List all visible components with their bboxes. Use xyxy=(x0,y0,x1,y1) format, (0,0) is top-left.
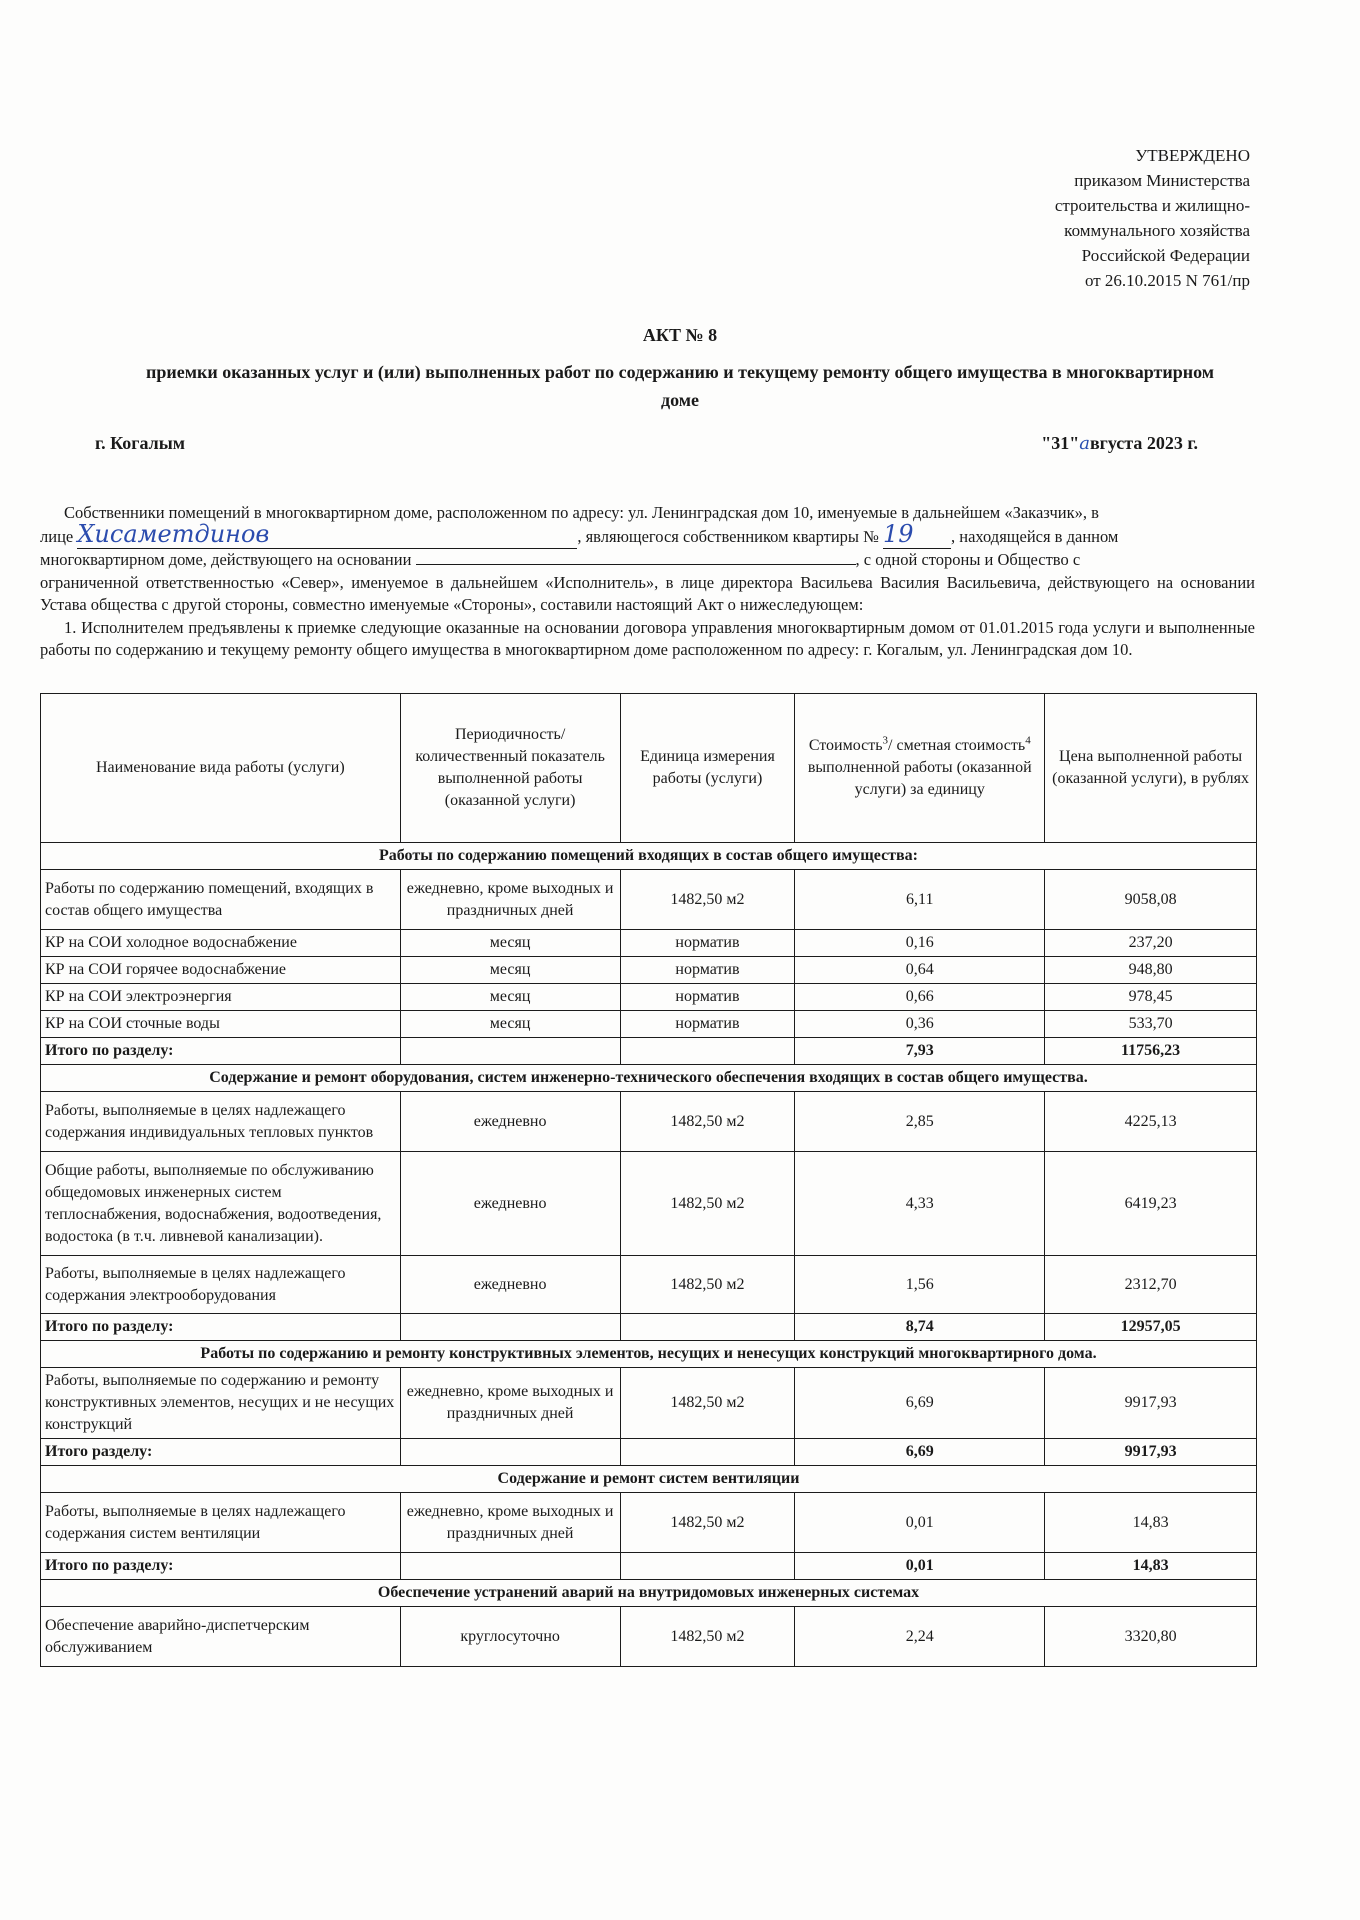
unit-cost-cell: 0,36 xyxy=(795,1011,1045,1038)
section-total-row xyxy=(41,1314,1257,1341)
unit-cell: 1482,50 м2 xyxy=(620,1493,795,1553)
cost-header-part: выполненной работы (оказанной услуги) за единицу xyxy=(807,759,1032,798)
table-header-row xyxy=(41,694,1257,843)
unit-cost-cell: 0,16 xyxy=(795,930,1045,957)
section-header-row xyxy=(41,1341,1257,1368)
table-row xyxy=(41,1092,1257,1152)
approval-stamp xyxy=(1055,143,1250,293)
works-table xyxy=(40,693,1257,1667)
column-header-price: Цена выполненной работы (оказанной услуги), в рублях xyxy=(1045,694,1257,843)
work-name-cell: Работы по содержанию помещений, входящих в состав общего имущества xyxy=(41,870,401,930)
total-empty-cell xyxy=(400,1553,620,1580)
owner-name-field[interactable] xyxy=(77,519,577,550)
document-date xyxy=(1041,433,1198,454)
total-price: 9917,93 xyxy=(1045,1439,1257,1466)
approval-line: Российской Федерации xyxy=(1081,246,1250,265)
basis-line xyxy=(40,549,1255,572)
periodicity-cell: месяц xyxy=(400,930,620,957)
work-name-cell: Обеспечение аварийно-диспетчерским обслуживанием xyxy=(41,1607,401,1667)
section-header-row xyxy=(41,1580,1257,1607)
column-header-periodicity: Периодичность/ количественный показатель выполненной работы (оказанной услуги) xyxy=(400,694,620,843)
work-name-cell: КР на СОИ электроэнергия xyxy=(41,984,401,1011)
section-total-row xyxy=(41,1038,1257,1065)
work-name-cell: Общие работы, выполняемые по обслуживанию общедомовых инженерных систем теплоснабжения, водоснабжения, водоотведения, водостока (в т.ч. ливневой канализации). xyxy=(41,1152,401,1256)
unit-cost-cell: 6,11 xyxy=(795,870,1045,930)
periodicity-cell: ежедневно xyxy=(400,1092,620,1152)
total-unit-cost: 0,01 xyxy=(795,1553,1045,1580)
total-empty-cell xyxy=(400,1439,620,1466)
unit-cell: 1482,50 м2 xyxy=(620,1368,795,1439)
unit-cost-cell: 4,33 xyxy=(795,1152,1045,1256)
total-label: Итого по разделу: xyxy=(41,1314,401,1341)
section-total-row xyxy=(41,1439,1257,1466)
date-day: "31" xyxy=(1041,433,1080,453)
total-empty-cell xyxy=(620,1553,795,1580)
price-cell: 14,83 xyxy=(1045,1493,1257,1553)
unit-cost-cell: 0,66 xyxy=(795,984,1045,1011)
basis-field[interactable] xyxy=(416,564,856,565)
section-title: Обеспечение устранений аварий на внутридомовых инженерных системах xyxy=(41,1580,1257,1607)
intro-text-part: многоквартирном доме, действующего на основании xyxy=(40,550,412,569)
table-row xyxy=(41,984,1257,1011)
section-header-row xyxy=(41,843,1257,870)
intro-paragraph-2: 1. Исполнителем предъявлены к приемке следующие оказанные на основании договора управления многоквартирным домом от 01.01.2015 года услуги и выполненные работы по содержанию и текущему ремонту общего имущества в многоквартирном доме расположенном по адресу: г. Когалым, ул. Ленинградская дом 10. xyxy=(40,617,1255,659)
table-row xyxy=(41,1607,1257,1667)
document-title: АКТ № 8 xyxy=(642,325,718,345)
unit-cost-cell: 6,69 xyxy=(795,1368,1045,1439)
section-title: Работы по содержанию помещений входящих в состав общего имущества: xyxy=(41,843,1257,870)
unit-cell: норматив xyxy=(620,930,795,957)
price-cell: 2312,70 xyxy=(1045,1256,1257,1314)
total-unit-cost: 7,93 xyxy=(795,1038,1045,1065)
apartment-number-handwritten: 19 xyxy=(883,519,914,548)
approval-line: от 26.10.2015 N 761/пр xyxy=(1084,271,1250,290)
total-label: Итого по разделу: xyxy=(41,1553,401,1580)
cost-header-part: / сметная стоимость xyxy=(888,737,1026,754)
total-empty-cell xyxy=(400,1038,620,1065)
intro-text xyxy=(40,502,1255,662)
date-handwritten: а xyxy=(1079,433,1090,454)
unit-cost-cell: 2,85 xyxy=(795,1092,1045,1152)
approval-line: строительства и жилищно- xyxy=(1054,196,1250,215)
section-header-row xyxy=(41,1065,1257,1092)
column-header-cost xyxy=(795,694,1045,843)
owner-line xyxy=(40,519,1255,550)
price-cell: 3320,80 xyxy=(1045,1607,1257,1667)
periodicity-cell: ежедневно xyxy=(400,1152,620,1256)
periodicity-cell: ежедневно, кроме выходных и праздничных дней xyxy=(400,1493,620,1553)
table-row xyxy=(41,870,1257,930)
work-name-cell: КР на СОИ сточные воды xyxy=(41,1011,401,1038)
periodicity-cell: ежедневно, кроме выходных и праздничных дней xyxy=(400,1368,620,1439)
table-row xyxy=(41,1152,1257,1256)
table-row xyxy=(41,930,1257,957)
footnote-ref: 3 xyxy=(882,734,889,747)
total-label: Итого по разделу: xyxy=(41,1038,401,1065)
unit-cell: норматив xyxy=(620,1011,795,1038)
unit-cell: 1482,50 м2 xyxy=(620,870,795,930)
periodicity-cell: круглосуточно xyxy=(400,1607,620,1667)
price-cell: 9058,08 xyxy=(1045,870,1257,930)
total-label: Итого разделу: xyxy=(41,1439,401,1466)
total-empty-cell xyxy=(620,1314,795,1341)
total-unit-cost: 8,74 xyxy=(795,1314,1045,1341)
unit-cell: 1482,50 м2 xyxy=(620,1092,795,1152)
table-row xyxy=(41,1368,1257,1439)
total-empty-cell xyxy=(400,1314,620,1341)
table-row xyxy=(41,1493,1257,1553)
price-cell: 6419,23 xyxy=(1045,1152,1257,1256)
approval-line: приказом Министерства xyxy=(1074,171,1250,190)
unit-cell: норматив xyxy=(620,957,795,984)
work-name-cell: Работы, выполняемые в целях надлежащего содержания индивидуальных тепловых пунктов xyxy=(41,1092,401,1152)
total-price: 14,83 xyxy=(1045,1553,1257,1580)
unit-cost-cell: 0,64 xyxy=(795,957,1045,984)
owner-name-handwritten: Хисаметдинов xyxy=(77,519,270,548)
periodicity-cell: ежедневно, кроме выходных и праздничных дней xyxy=(400,870,620,930)
price-cell: 978,45 xyxy=(1045,984,1257,1011)
intro-text-part: лице xyxy=(40,526,74,546)
total-unit-cost: 6,69 xyxy=(795,1439,1045,1466)
intro-text-part: , находящейся в данном xyxy=(951,526,1119,546)
unit-cost-cell: 1,56 xyxy=(795,1256,1045,1314)
work-name-cell: КР на СОИ холодное водоснабжение xyxy=(41,930,401,957)
price-cell: 4225,13 xyxy=(1045,1092,1257,1152)
table-row xyxy=(41,957,1257,984)
city: г. Когалым xyxy=(95,433,186,453)
total-empty-cell xyxy=(620,1439,795,1466)
approval-line: УТВЕРЖДЕНО xyxy=(1135,146,1250,165)
footnote-ref: 4 xyxy=(1025,734,1031,747)
unit-cell: 1482,50 м2 xyxy=(620,1607,795,1667)
work-name-cell: Работы, выполняемые в целях надлежащего содержания электрооборудования xyxy=(41,1256,401,1314)
section-header-row xyxy=(41,1466,1257,1493)
section-title: Содержание и ремонт оборудования, систем инженерно-технического обеспечения входящих в состав общего имущества. xyxy=(41,1065,1257,1092)
cost-header-part: Стоимость xyxy=(808,737,883,754)
column-header-unit: Единица измерения работы (услуги) xyxy=(620,694,795,843)
unit-cost-cell: 0,01 xyxy=(795,1493,1045,1553)
table-row xyxy=(41,1011,1257,1038)
periodicity-cell: месяц xyxy=(400,984,620,1011)
intro-text-part: , являющегося собственником квартиры № xyxy=(577,526,879,546)
intro-text-part: , с одной стороны и Общество с xyxy=(855,550,1081,569)
periodicity-cell: месяц xyxy=(400,1011,620,1038)
section-title: Работы по содержанию и ремонту конструктивных элементов, несущих и ненесущих конструкций многоквартирного дома. xyxy=(41,1341,1257,1368)
section-total-row xyxy=(41,1553,1257,1580)
total-empty-cell xyxy=(620,1038,795,1065)
total-price: 11756,23 xyxy=(1045,1038,1257,1065)
price-cell: 9917,93 xyxy=(1045,1368,1257,1439)
unit-cell: 1482,50 м2 xyxy=(620,1256,795,1314)
unit-cell: норматив xyxy=(620,984,795,1011)
periodicity-cell: месяц xyxy=(400,957,620,984)
section-title: Содержание и ремонт систем вентиляции xyxy=(41,1466,1257,1493)
intro-text-part: Собственники помещений в многоквартирном доме, расположенном по адресу: ул. Ленинградская дом 10, именуемые в дальнейшем «Заказчик», в xyxy=(64,503,1099,522)
unit-cost-cell: 2,24 xyxy=(795,1607,1045,1667)
intro-paragraph-1 xyxy=(40,502,1255,617)
date-month-year: вгуста 2023 г. xyxy=(1089,433,1198,453)
price-cell: 533,70 xyxy=(1045,1011,1257,1038)
unit-cell: 1482,50 м2 xyxy=(620,1152,795,1256)
price-cell: 237,20 xyxy=(1045,930,1257,957)
intro-text-part: ограниченной ответственностью «Север», именуемое в дальнейшем «Исполнитель», в лице директора Васильева Василия Васильевича, действующего на основании Устава общества с другой стороны, совместно именуемые «Стороны», составили настоящий Акт о нижеследующем: xyxy=(40,572,1255,614)
work-name-cell: Работы, выполняемые по содержанию и ремонту конструктивных элементов, несущих и не несущих конструкций xyxy=(41,1368,401,1439)
column-header-name: Наименование вида работы (услуги) xyxy=(41,694,401,843)
document-subtitle: приемки оказанных услуг и (или) выполненных работ по содержанию и текущему ремонту общего имущества в многоквартирном доме xyxy=(145,362,1215,410)
apartment-number-field[interactable] xyxy=(883,519,951,550)
table-row xyxy=(41,1256,1257,1314)
periodicity-cell: ежедневно xyxy=(400,1256,620,1314)
approval-line: коммунального хозяйства xyxy=(1064,221,1250,240)
total-price: 12957,05 xyxy=(1045,1314,1257,1341)
work-name-cell: КР на СОИ горячее водоснабжение xyxy=(41,957,401,984)
price-cell: 948,80 xyxy=(1045,957,1257,984)
work-name-cell: Работы, выполняемые в целях надлежащего содержания систем вентиляции xyxy=(41,1493,401,1553)
